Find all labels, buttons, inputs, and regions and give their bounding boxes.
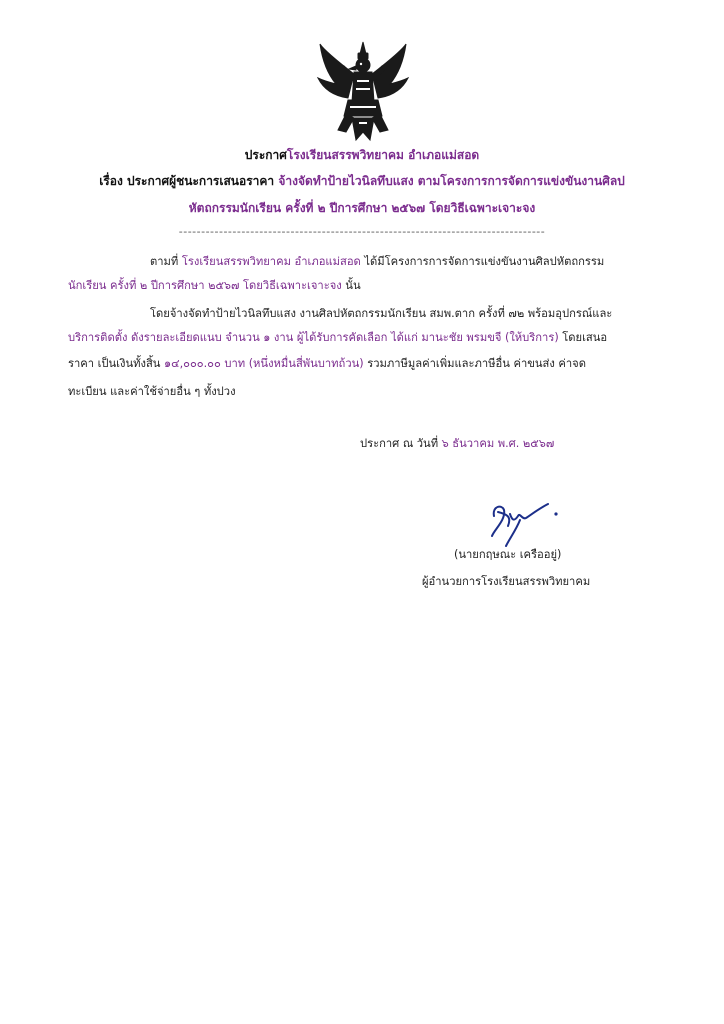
signatory-name: (นายกฤษณะ เครืออยู่) (454, 548, 562, 561)
garuda-emblem-icon (316, 40, 410, 142)
announce-prefix: ประกาศ ณ วันที่ (360, 437, 439, 450)
announce-date: ๖ ธันวาคม พ.ศ. ๒๕๖๗ (441, 437, 555, 450)
subject-line2: หัตถกรรมนักเรียน ครั้งที่ ๒ ปีการศึกษา ๒๕๖๗ โดยวิธีเฉพาะเจาะจง (188, 201, 536, 215)
issuer-name: โรงเรียนสรรพวิทยาคม อำเภอแม่สอด (286, 148, 480, 162)
paragraph1-line2 (68, 276, 361, 294)
signatory-position: ผู้อำนวยการโรงเรียนสรรพวิทยาคม (422, 575, 591, 588)
announcement-date-line (360, 434, 554, 452)
p2-line3-a: ราคา เป็นเงินทั้งสิ้น (68, 357, 161, 370)
header-divider: ---------------------------------------------------------------------------------- (178, 225, 546, 238)
paragraph1-line1 (150, 252, 604, 270)
p1-rest: ได้มีโครงการการจัดการแข่งขันงานศิลปหัตถกรรม (364, 255, 605, 268)
subject-text: จ้างจัดทำป้ายไวนิลทึบแสง ตามโครงการการจัดการแข่งขันงานศิลป (278, 174, 625, 188)
p1-end: นั้น (345, 279, 361, 292)
p2-line2: บริการติดตั้ง ดังรายละเอียดแนบ จำนวน ๑ งาน ผู้ได้รับการคัดเลือก ได้แก่ มานะชัย พรมขจี (ให้บริการ) (68, 331, 559, 344)
paragraph2-line3 (68, 354, 586, 372)
p2-amount: ๑๔,๐๐๐.๐๐ บาท (หนึ่งหมื่นสี่พันบาทถ้วน) (164, 357, 364, 370)
issuer-prefix: ประกาศ (244, 148, 287, 162)
paragraph2-line4: ทะเบียน และค่าใช้จ่ายอื่น ๆ ทั้งปวง (68, 385, 236, 398)
p2-line3-b: รวมภาษีมูลค่าเพิ่มและภาษีอื่น ค่าขนส่ง ค่าจด (367, 357, 586, 370)
handwritten-signature-icon (480, 490, 570, 550)
p1-prefix: ตามที่ (150, 255, 179, 268)
p2-line2-end: โดยเสนอ (562, 331, 608, 344)
paragraph2-line1: โดยจ้างจัดทำป้ายไวนิลทึบแสง งานศิลปหัตถกรรมนักเรียน สมพ.ตาก ครั้งที่ ๗๒ พร้อมอุปกรณ์และ (150, 307, 613, 320)
p1-school: โรงเรียนสรรพวิทยาคม อำเภอแม่สอด (181, 255, 361, 268)
issuer-heading (0, 146, 724, 165)
p1-line2: นักเรียน ครั้งที่ ๒ ปีการศึกษา ๒๕๖๗ โดยวิธีเฉพาะเจาะจง (68, 279, 342, 292)
paragraph2-line2 (68, 328, 607, 346)
subject-heading (0, 172, 724, 191)
subject-prefix: เรื่อง ประกาศผู้ชนะการเสนอราคา (99, 174, 275, 188)
